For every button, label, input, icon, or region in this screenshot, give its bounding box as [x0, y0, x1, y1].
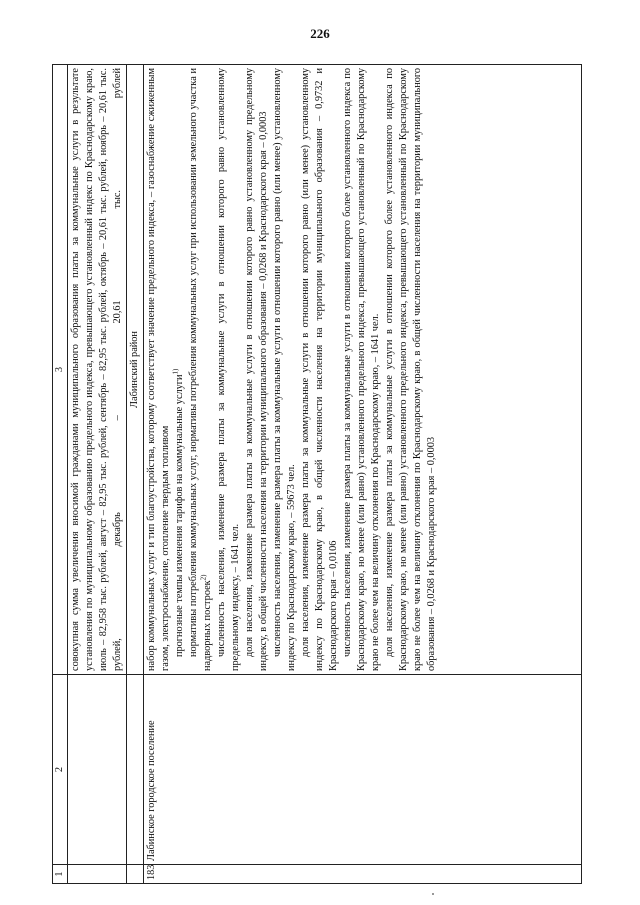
- indicator-cell: [144, 65, 582, 675]
- paragraph-consumption-norms-text: нормативы потребления коммунальных услуг, нормативы потребления коммунальных услуг при использовании земельного участка и надворных построек: [188, 68, 213, 671]
- table-row: [144, 65, 582, 884]
- continuation-text: совокупная сумма увеличения вносимой гражданами муниципального образования платы за коммунальные услуги в результате установления по муниципальному образованию предельного индекса, превышающего установленный индекс по Краснодарскому краю, июль – 82,958 тыс. рублей, август – 82,95 тыс. рублей, сентябрь – 82,95 тыс. рублей, октябрь – 20,61 тыс. рублей, ноябрь – 20,61 тыс. рублей, декабрь – 20,61 тыс. рублей: [70, 68, 123, 671]
- rotated-table-sheet: [52, 64, 582, 884]
- settlement-name: Лабинское городское поселение: [144, 675, 582, 865]
- region-name-cell: [127, 675, 144, 865]
- footnote-mark-1: 1): [171, 368, 180, 375]
- table-header-row: [53, 65, 68, 884]
- header-col-1: 1: [53, 865, 68, 884]
- header-col-3: 3: [53, 65, 68, 675]
- continuation-name-cell: [68, 675, 127, 865]
- region-title: Лабинский район: [127, 65, 144, 675]
- paragraph-population-equal: численность населения, изменение размера платы за коммунальные услуги в отношении которого равно установленному предельному индексу, – 1641 чел.: [216, 68, 241, 671]
- paragraph-utility-set: набор коммунальных услуг и тип благоустройства, которому соответствует значение предельного индекса, – газоснабжение сжиженным газом, электроснабжение, отопление твердым топливом: [146, 68, 171, 671]
- region-num-cell: [127, 865, 144, 884]
- paragraph-share-above: доля населения, изменение размера платы за коммунальные услуги в отношении которого более установленного индекса по Краснодарскому краю, но менее (или равно) установленного предельного индекса, превышающего установленный по Краснодарскому краю не более чем на величину отклонения по Краснодарскому краю, в общей численности населения на территории муниципального образования – 0,0268 и Краснодарского края – 0,0003: [384, 68, 437, 671]
- tariff-table: [52, 64, 582, 884]
- page-number: 226: [310, 26, 330, 41]
- paragraph-population-below: численность населения, изменение размера платы за коммунальные услуги в отношении которого равно (или менее) установленному индексу по Краснодарскому краю, – 59673 чел.: [272, 68, 297, 671]
- row-number: 183: [144, 865, 582, 884]
- paragraph-share-below: доля населения, изменение размера платы за коммунальные услуги в отношении которого равно (или менее) установленному индексу по Краснодарскому краю, в общей численности населения на территории муниципального образования – 0,9732 и Краснодарского края – 0,0106: [300, 68, 339, 671]
- continuation-num-cell: [68, 865, 127, 884]
- scan-speck: [432, 893, 434, 895]
- continuation-text-cell: [68, 65, 127, 675]
- paragraph-population-above: численность населения, изменение размера платы за коммунальные услуги в отношении которого более установленного индекса по Краснодарскому краю, но менее (или равно) установленного предельного индекса, превышающего установленный по Краснодарскому краю не более чем на величину отклонения по Краснодарскому краю, – 1641 чел.: [342, 68, 381, 671]
- paragraph-tariff-rates-text: прогнозные темпы изменения тарифов на коммунальные услуги: [174, 374, 185, 657]
- header-col-2: 2: [53, 675, 68, 865]
- footnote-mark-2: 2): [199, 574, 208, 581]
- paragraph-share-equal: доля населения, изменение размера платы за коммунальные услуги в отношении которого равно установленному предельному индексу, в общей численности населения на территории муниципального образования – 0,0268 и Краснодарского края – 0,0003: [244, 68, 269, 671]
- paragraph-tariff-rates: [173, 68, 187, 671]
- continuation-row: [68, 65, 127, 884]
- region-row: [127, 65, 144, 884]
- paragraph-consumption-norms: [187, 68, 215, 671]
